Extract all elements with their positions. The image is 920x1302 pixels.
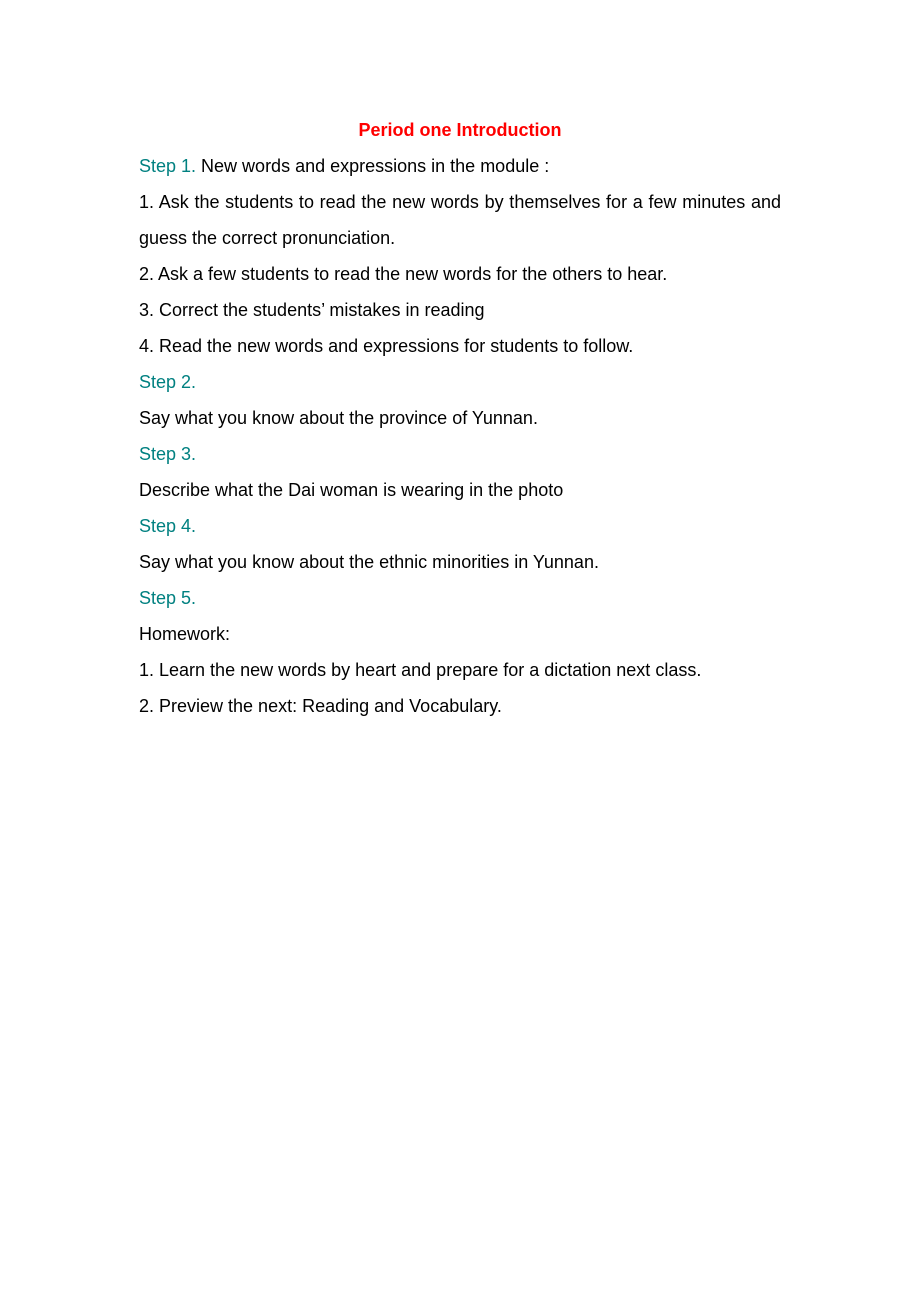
step-1-heading: [139, 148, 781, 184]
page-title: Period one Introduction: [358, 120, 562, 140]
step-label: Step 5.: [139, 588, 197, 608]
step-text: Homework:: [139, 624, 231, 644]
list-item: 1. Learn the new words by heart and prepare for a dictation next class.: [139, 660, 702, 680]
list-item: 4. Read the new words and expressions for students to follow.: [139, 336, 634, 356]
step-label: Step 4.: [139, 516, 197, 536]
step-text: Say what you know about the ethnic minorities in Yunnan.: [139, 552, 599, 572]
list-item: 2. Preview the next: Reading and Vocabulary.: [139, 696, 502, 716]
step-text: Describe what the Dai woman is wearing in the photo: [139, 480, 564, 500]
list-item: 2. Ask a few students to read the new words for the others to hear.: [139, 264, 668, 284]
step-text: Say what you know about the province of Yunnan.: [139, 408, 538, 428]
list-item: 3. Correct the students’ mistakes in reading: [139, 300, 485, 320]
list-item: 1. Ask the students to read the new words by themselves for a few minutes and guess the correct pronunciation.: [139, 192, 781, 248]
step-text: New words and expressions in the module :: [196, 156, 550, 176]
document-body: [139, 148, 781, 724]
step-label: Step 3.: [139, 444, 197, 464]
step-label: Step 2.: [139, 372, 197, 392]
step-label: Step 1.: [139, 156, 197, 176]
